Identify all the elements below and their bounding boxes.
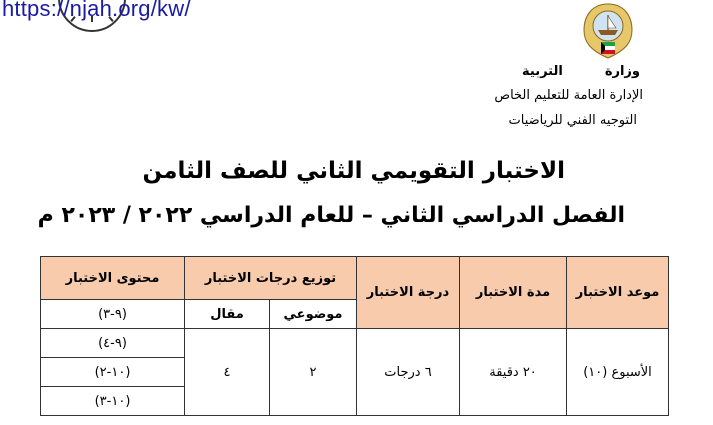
- education-word: التربية: [522, 64, 563, 79]
- content-item: (١٠-٣): [41, 387, 185, 416]
- header-grade-distribution: توزيع درجات الاختبار: [185, 257, 357, 300]
- ministry-name: [522, 64, 640, 79]
- exam-schedule-table: [40, 256, 669, 416]
- page-subtitle: الفصل الدراسي الثاني – للعام الدراسي ٢٠٢٢ / ٢٠٢٣ م: [37, 203, 625, 228]
- header-exam-duration: مدة الاختبار: [460, 257, 567, 329]
- header-exam-content: محتوى الاختبار: [41, 257, 185, 300]
- kuwait-emblem: [578, 2, 638, 64]
- site-watermark[interactable]: https://njah.org/kw/: [2, 0, 191, 21]
- header-exam-date: موعد الاختبار: [567, 257, 669, 329]
- department-name: الإدارة العامة للتعليم الخاص: [494, 88, 643, 103]
- header-exam-grade: درجة الاختبار: [357, 257, 460, 329]
- objective-grade-value: ٢: [270, 329, 357, 416]
- content-item: (٩-٤): [41, 329, 185, 358]
- content-item: (١٠-٢): [41, 358, 185, 387]
- subheader-essay: مقال: [185, 300, 270, 329]
- math-supervision: التوجيه الفني للرياضيات: [508, 113, 637, 128]
- ministry-word: وزارة: [604, 64, 640, 79]
- subheader-objective: موضوعي: [270, 300, 357, 329]
- exam-grade-value: ٦ درجات: [357, 329, 460, 416]
- exam-date-value: الأسبوع (١٠): [567, 329, 669, 416]
- content-item: (٩-٣): [41, 300, 185, 329]
- page-title: الاختبار التقويمي الثاني للصف الثامن: [142, 158, 565, 184]
- essay-grade-value: ٤: [185, 329, 270, 416]
- exam-duration-value: ٢٠ دقيقة: [460, 329, 567, 416]
